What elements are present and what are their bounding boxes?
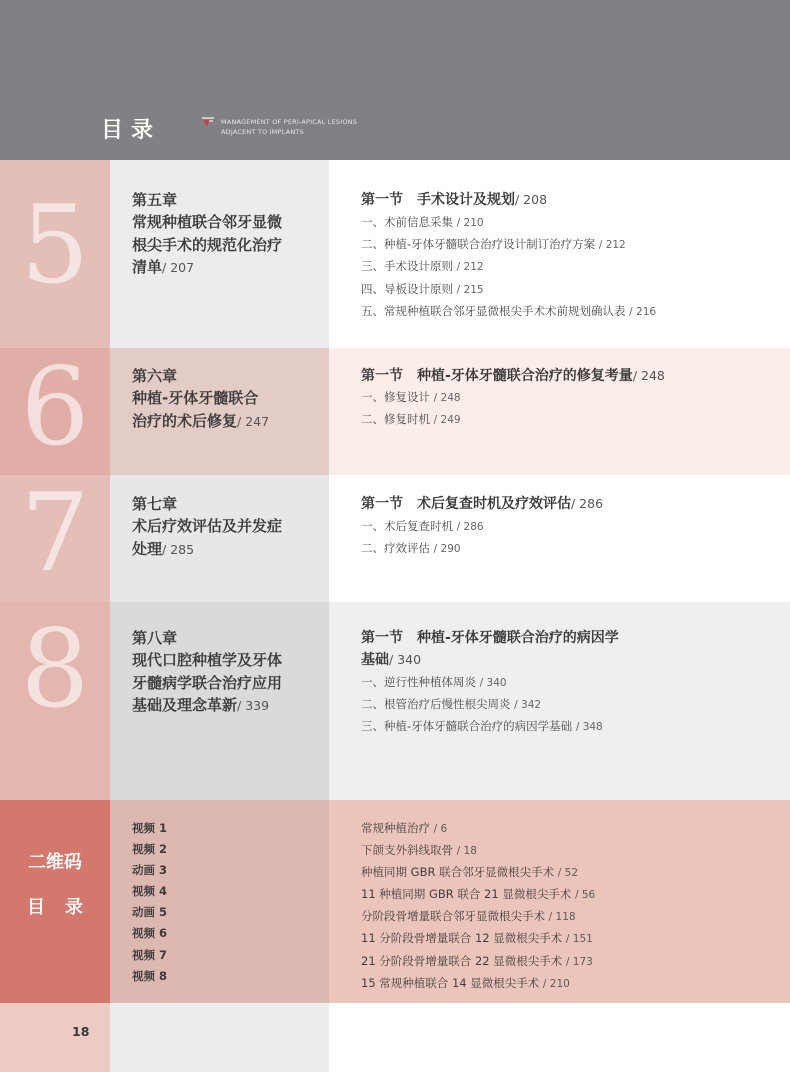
- qr-media-page: / 56: [575, 889, 596, 902]
- qr-media-title: [361, 840, 595, 862]
- toc-item-text: 二、修复时机: [361, 412, 430, 427]
- toc-item-page: / 342: [514, 699, 542, 712]
- chapter-title-column: [110, 348, 329, 475]
- toc-item: [361, 212, 656, 234]
- section-column: [329, 475, 790, 602]
- chapter-page: / 207: [162, 259, 195, 275]
- qr-media-page: / 18: [456, 845, 477, 858]
- chapter-page: / 339: [237, 697, 270, 713]
- chapter-title-column: [110, 160, 329, 348]
- qr-media-name: 视频 8: [132, 968, 168, 983]
- chapter-number-column: [0, 475, 110, 602]
- chapter-number-column: [0, 348, 110, 475]
- chapter-title-text: 清单: [132, 257, 163, 276]
- chapter-title: [132, 627, 322, 717]
- toc-item-text: 二、疗效评估: [361, 541, 430, 556]
- section-page: / 340: [389, 652, 422, 667]
- section-title-text: 第一节 手术设计及规划: [361, 192, 515, 208]
- section-items: [361, 516, 484, 560]
- toc-item: [361, 716, 603, 738]
- toc-item: [361, 256, 656, 278]
- chapter-title-last-line: [132, 256, 322, 279]
- section-title: [361, 627, 771, 671]
- toc-item-page: / 216: [629, 305, 657, 318]
- section-title: [361, 189, 771, 211]
- section-items: [361, 672, 603, 739]
- toc-item-page: / 249: [433, 414, 461, 427]
- toc-item-text: 一、修复设计: [361, 390, 430, 404]
- section-page: / 286: [571, 496, 604, 511]
- qr-media-title-text: 11 分阶段骨增量联合 12 显微根尖手术: [361, 931, 563, 946]
- section-page: / 248: [632, 368, 665, 383]
- section-title: [361, 365, 771, 387]
- chapter-title-text: 治疗的术后修复: [132, 411, 238, 430]
- toc-item-page: / 340: [479, 677, 507, 689]
- chapter-title: [132, 493, 322, 561]
- chapter-number-column: [0, 160, 110, 348]
- toc-item: [361, 516, 484, 538]
- qr-code-section: [0, 800, 790, 1003]
- toc-item: [361, 672, 603, 694]
- chapter-title: [132, 189, 322, 279]
- chapter-number: 6: [20, 348, 90, 470]
- chapter-label: 第五章: [132, 191, 178, 209]
- chapter-number-column: [0, 602, 110, 800]
- section-title-text: 第一节 种植-牙体牙髓联合治疗的病因学: [361, 630, 619, 646]
- section-column: [329, 602, 790, 800]
- chapter-label: 第六章: [132, 367, 178, 385]
- qr-media-title-text: 11 种植同期 GBR 联合 21 显微根尖手术: [361, 887, 572, 902]
- section-items: [361, 212, 656, 323]
- chapter-title-line: 牙髓病学联合治疗应用: [132, 673, 283, 692]
- qr-code-label-sub: 目录: [27, 897, 103, 918]
- qr-media-name: 视频 1: [132, 821, 168, 835]
- qr-media-name: 动画 3: [132, 863, 168, 878]
- chapter-title-text: 基础及理念革新: [132, 695, 238, 714]
- section-page: / 208: [515, 192, 548, 207]
- section-title-text: 第一节 种植-牙体牙髓联合治疗的修复考量: [361, 368, 633, 384]
- chapter-page: / 247: [237, 413, 270, 429]
- chapter-label: 第八章: [132, 629, 178, 647]
- chapter-row-5: [0, 160, 790, 348]
- chapter-title-last-line: [132, 410, 322, 433]
- qr-media-titles-column: [329, 800, 790, 1003]
- qr-media-title-text: 种植同期 GBR 联合邻牙显微根尖手术: [361, 865, 555, 880]
- chapter-label: 第七章: [132, 495, 178, 513]
- qr-media-name: 视频 7: [132, 947, 168, 962]
- qr-media-name: 视频 2: [132, 842, 168, 857]
- qr-media-title: [361, 884, 595, 906]
- chapter-title: [132, 365, 322, 433]
- toc-item-text: 一、术前信息采集: [361, 215, 453, 229]
- toc-item-text: 三、种植-牙体牙髓联合治疗的病因学基础: [361, 719, 573, 734]
- chapter-row-6: [0, 348, 790, 475]
- chapter-title-last-line: [132, 694, 322, 717]
- toc-item-page: / 348: [575, 721, 603, 734]
- qr-media-title-text: 分阶段骨增量联合邻牙显微根尖手术: [361, 909, 545, 924]
- qr-media-page: / 52: [557, 867, 579, 880]
- qr-media-page: / 210: [542, 977, 570, 990]
- chapter-title-line: 种植-牙体牙髓联合: [132, 389, 259, 408]
- english-title-line-2: ADJACENT TO IMPLANTS: [221, 128, 304, 136]
- footer-page-block: [0, 1003, 110, 1072]
- chapter-title-column: [110, 602, 329, 800]
- chapter-number: 7: [20, 475, 90, 596]
- qr-media-title: [361, 862, 595, 884]
- toc-item-page: / 248: [433, 392, 461, 404]
- qr-media-name: 动画 5: [132, 905, 168, 920]
- section-column: [329, 348, 790, 475]
- qr-media-title: [361, 928, 595, 950]
- qr-media-title: [361, 818, 595, 840]
- section-items: [361, 387, 461, 431]
- section-title-text: 第一节 术后复查时机及疗效评估: [361, 496, 571, 512]
- toc-item-text: 二、种植-牙体牙髓联合治疗设计制订治疗方案: [361, 237, 596, 252]
- toc-item-page: / 212: [456, 261, 484, 274]
- qr-media-title: [361, 973, 595, 995]
- book-logo-icon: [201, 117, 215, 127]
- qr-media-page: / 118: [548, 911, 576, 924]
- toc-item-text: 四、导板设计原则: [361, 281, 453, 296]
- chapter-number: 5: [20, 183, 90, 308]
- qr-code-label: 二维码: [28, 852, 82, 873]
- toc-item: [361, 301, 656, 323]
- qr-media-page: / 173: [565, 955, 593, 968]
- page-number: 18: [72, 1024, 90, 1039]
- qr-media-title-text: 15 常规种植联合 14 显微根尖手术: [361, 975, 540, 990]
- toc-item-page: / 286: [456, 521, 484, 533]
- toc-item-page: / 212: [598, 239, 626, 252]
- chapter-title-line: 常规种植联合邻牙显微: [132, 213, 283, 232]
- toc-item-page: / 210: [456, 217, 484, 229]
- toc-item: [361, 694, 603, 716]
- toc-item: [361, 279, 656, 301]
- page-title: 目录: [101, 118, 162, 143]
- chapter-title-text: 处理: [132, 539, 163, 558]
- book-english-title: [221, 117, 357, 137]
- qr-media-titles-list: [361, 818, 595, 995]
- toc-item-text: 一、逆行性种植体周炎: [361, 675, 476, 689]
- chapter-title-line: 术后疗效评估及并发症: [132, 517, 283, 536]
- chapter-page: / 285: [162, 541, 195, 557]
- page-header: [0, 0, 790, 160]
- toc-item-text: 二、根管治疗后慢性根尖周炎: [361, 697, 511, 712]
- chapter-row-7: [0, 475, 790, 602]
- qr-media-title: [361, 951, 595, 973]
- qr-media-title-text: 下颌支外斜线取骨: [361, 843, 453, 858]
- chapter-number: 8: [20, 607, 90, 732]
- chapter-row-8: [0, 602, 790, 800]
- qr-media-name: 视频 6: [132, 926, 168, 941]
- toc-item-text: 一、术后复查时机: [361, 519, 453, 533]
- toc-item-text: 五、常规种植联合邻牙显微根尖手术术前规划确认表: [361, 303, 626, 318]
- english-title-line-1: MANAGEMENT OF PERI-APICAL LESIONS: [221, 118, 358, 126]
- toc-item: [361, 387, 461, 409]
- chapter-title-column: [110, 475, 329, 602]
- toc-item: [361, 538, 484, 560]
- qr-media-name: 视频 4: [132, 884, 168, 899]
- toc-item: [361, 409, 461, 431]
- qr-media-names-list: [132, 818, 167, 987]
- chapter-title-line: 现代口腔种植学及牙体: [132, 651, 283, 670]
- toc-item: [361, 234, 656, 256]
- qr-media-title: [361, 906, 595, 928]
- qr-media-title-text: 常规种植治疗: [361, 821, 430, 835]
- chapter-title-line: 根尖手术的规范化治疗: [132, 235, 283, 254]
- qr-media-title-text: 21 分阶段骨增量联合 22 显微根尖手术: [361, 953, 563, 968]
- toc-item-text: 三、手术设计原则: [361, 259, 453, 274]
- footer-grey-block: [110, 1003, 329, 1072]
- section-column: [329, 160, 790, 348]
- qr-media-page: / 6: [433, 823, 448, 835]
- section-title-continuation: [361, 649, 771, 671]
- qr-media-page: / 151: [565, 933, 593, 946]
- qr-code-label-block: [0, 800, 110, 1003]
- chapter-title-last-line: [132, 538, 322, 561]
- qr-media-names-column: [110, 800, 329, 1003]
- toc-item-page: / 290: [433, 543, 461, 556]
- toc-item-page: / 215: [456, 283, 484, 296]
- section-title-cont-text: 基础: [361, 652, 389, 668]
- section-title: [361, 493, 771, 515]
